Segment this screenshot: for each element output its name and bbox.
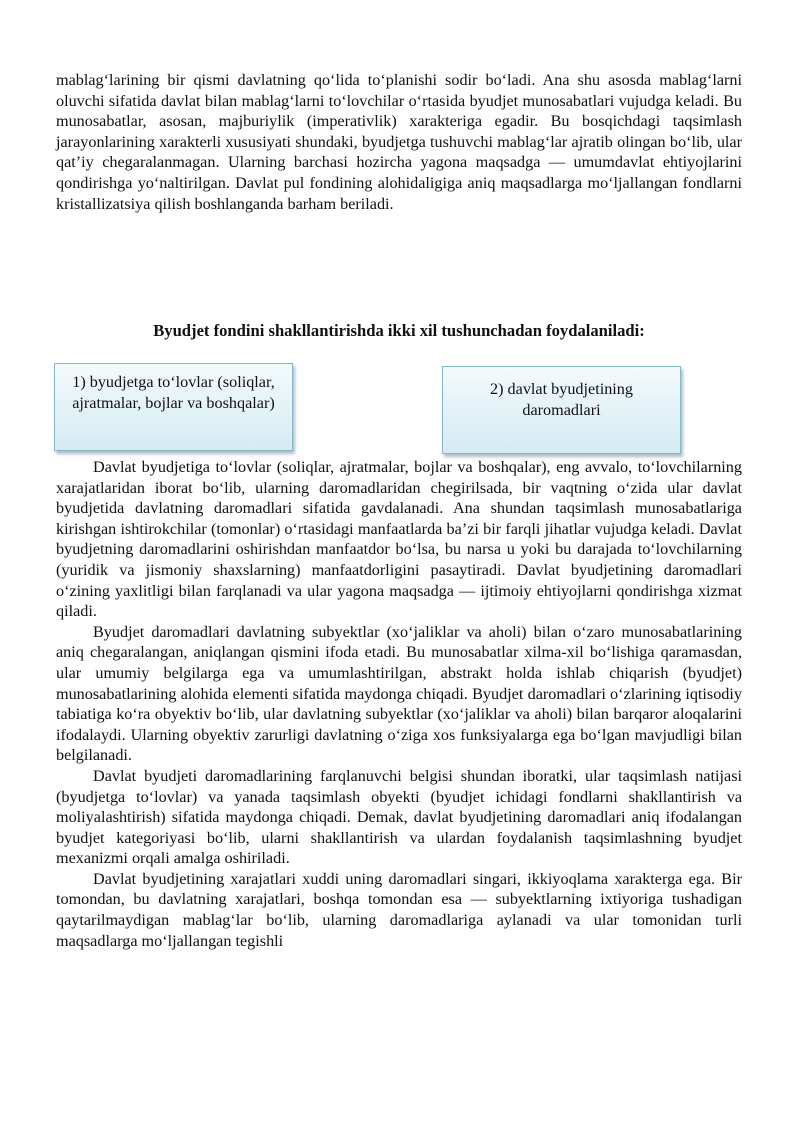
section-heading: Byudjet fondini shakllantirishda ikki xil tushunchadan foydalaniladi: bbox=[153, 321, 645, 340]
concept-box-label: 2) davlat byudjetining daromadlari bbox=[490, 380, 633, 419]
paragraph: Davlat byudjeti daromadlarining farqlanuvchi belgisi shundan iboratki, ular taqsimlash natijasi (byudjetga to‘lovlar) va yanada taqsimlash obyekti (byudjet ichidagi fondlarni shakllantirish va moliyalashtirish) sifatida maydonga chiqadi. Demak, davlat byudjetining daromadlari aniq ifodalangan byudjet kategoriyasi bo‘lib, ularni shakllantirish va ulardan foydalanish taqsimlashning byudjet mexanizmi orqali amalga oshiriladi. bbox=[56, 766, 742, 868]
concept-box-label: 1) byudjetga to‘lovlar (soliqlar, ajratmalar, bojlar va boshqalar) bbox=[72, 373, 275, 412]
intro-paragraph: mablag‘larining bir qismi davlatning qo‘lida to‘planishi sodir bo‘ladi. Ana shu asosda mablag‘larni oluvchi sifatida davlat bilan mablag‘larni to‘lovchilar o‘rtasida byudjet munosabatlari vujudga keladi. Bu munosabatlar, asosan, majburiylik (imperativlik) xarakteriga egadir. Bu bosqichdagi taqsimlash jarayonlarining xarakterli xususiyati shundaki, byudjetga tushuvchi mablag‘lar ajratib olingan bo‘lib, ular qat’iy chegaralanmagan. Ularning barchasi hozircha yagona maqsadga — umumdavlat ehtiyojlarini qondirishga yo‘naltirilgan. Davlat pul fondining alohidaligiga aniq maqsadlarga mo‘ljallangan fondlarni kristallizatsiya qilish boshlanganda barham beriladi. bbox=[56, 71, 742, 213]
document-page bbox=[56, 70, 742, 950]
paragraph: Byudjet daromadlari davlatning subyektlar (xo‘jaliklar va aholi) bilan o‘zaro munosabatlarining aniq chegaralangan, aniqlangan qismini ifoda etadi. Bu munosabatlar xilma-xil bo‘lishiga qaramasdan, ular umumiy belgilarga ega va umumlashtirilgan, abstrakt holda ishlab chiqarish (byudjet) munosabatlarining alohida elementi sifatida maydonga chiqadi. Byudjet daromadlari o‘zlarining iqtisodiy tabiatiga ko‘ra obyektiv bo‘lib, ular davlatning subyektlar (xo‘jaliklar va aholi) bilan barqaror aloqalarini ifodalaydi. Ularning obyektiv zarurligi davlatning o‘ziga xos funksiyalarga ega bo‘lgan mavjudligi bilan belgilanadi. bbox=[56, 622, 742, 765]
concept-box-budget-payments bbox=[54, 363, 293, 451]
paragraph: Davlat byudjetiga to‘lovlar (soliqlar, ajratmalar, bojlar va boshqalar), eng avvalo, to‘lovchilarning xarajatlaridan iborat bo‘lib, ularning daromadlaridan chegirilsada, bir vaqtning o‘zida ular davlat byudjetida davlatning daromadlari sifatida gavdalanadi. Ana shundan taqsimlash munosabatlariga kirishgan ishtirokchilar (tomonlar) o‘rtasidagi manfaatlarda ba’zi bir farqli jihatlar vujudga keladi. Davlat byudjetning daromadlarini oshirishdan manfaatdor bo‘lsa, bu narsa u yoki bu darajada to‘lovchilarning (yuridik va jismoniy shaxslarning) manfaatdorligini pasaytiradi. Davlat byudjetining daromadlari o‘zining yaxlitligi bilan farqlanadi va ular yagona maqsadga — ijtimoiy ehtiyojlarni qondirishga xizmat qiladi. bbox=[56, 458, 742, 621]
body-text bbox=[56, 457, 742, 951]
concept-box-budget-revenues bbox=[442, 366, 681, 454]
paragraph: Davlat byudjetining xarajatlari xuddi uning daromadlari singari, ikkiyoqlama xarakterga ega. Bir tomondan, bu davlatning xarajatlari, boshqa tomondan esa — subyektlarning ixtiyoriga tushadigan qaytarilmaydigan mablag‘lar bo‘lib, ularning daromadlariga aylanadi va ular tomonidan turli maqsadlarga mo‘ljallangan tegishli bbox=[56, 869, 742, 950]
